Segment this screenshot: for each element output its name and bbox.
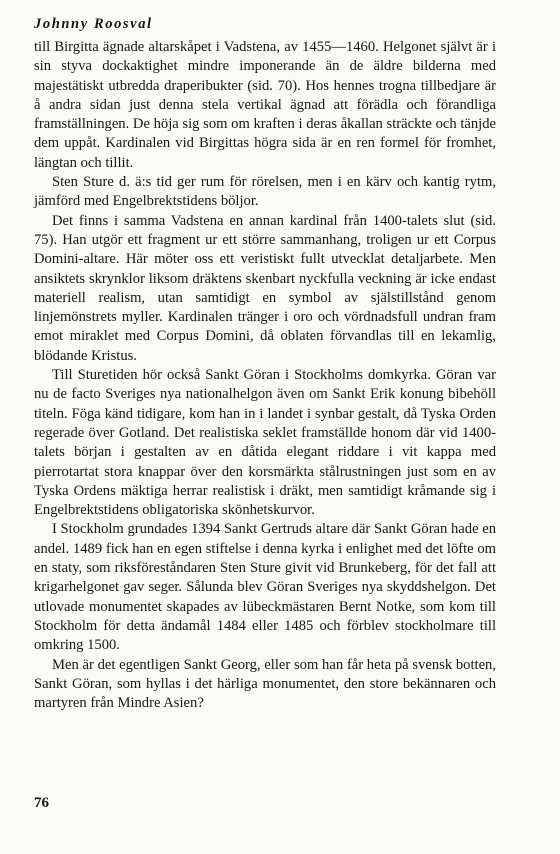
paragraph: I Stockholm grundades 1394 Sankt Gertruds altare där Sankt Göran hade en andel. 1489 fick han en egen stiftelse i denna kyrka i enlighet med det löfte om en staty, som riksföreståndaren Sten Sture givit vid Brunkeberg, för det fall att krigarhelgonet gav seger. Sålunda blev Göran Sveriges nya skyddshelgon. Det utlovade monumentet skapades av lübeckmästaren Bernt Notke, som kom till Stockholm för detta ändamål 1484 eller 1485 och förblev stockholmare till omkring 1500. (34, 521, 496, 654)
paragraph: Men är det egentligen Sankt Georg, eller som han får heta på svensk botten, Sankt Göran, som hyllas i det härliga monumentet, den store bekännaren och martyren från Mindre Asien? (34, 656, 496, 712)
running-head: Johnny Roosval (34, 16, 153, 32)
page-number: 76 (34, 795, 49, 811)
paragraph: Till Sturetiden hör också Sankt Göran i Stockholms domkyrka. Göran var nu de facto Sveriges nya nationalhelgon även om Sankt Erik konung bibehöll titeln. Föga känd tidigare, kom han in i landet i synbar gestalt, då Tyska Orden regerade över Gotland. Det realistiska seklet framställde honom där vid 1400-talets början i gestalten av en dåtida elegant riddare i vit kappa med pierrotartat stora knappar över den korsmärkta stålrustningen just som en av Tyska Ordens mäktiga herrar realistisk i dräkt, men samtidigt kråmande sig i Engelbrektstidens obligatoriska skönhetskurvor. (34, 367, 496, 519)
paragraph: Sten Sture d. ä:s tid ger rum för rörelsen, men i en kärv och kantig rytm, jämförd med Engelbrektstidens böljor. (34, 174, 496, 210)
body-text (34, 38, 496, 713)
paragraph: till Birgitta ägnade altarskåpet i Vadstena, av 1455—1460. Helgonet självt är i sin styva dockaktighet mindre imponerande än de äldre bilderna med majestätiskt utbredda draperibukter (sid. 70). Hos hennes trogna tillbedjare är å andra sidan just denna stela vertikal ägnad att förädla och förandliga framställningen. De höja sig som om kraften i deras åkallan sträckte och tänjde dem uppåt. Kardinalen vid Birgittas högra sida är en ren formel för fromhet, längtan och tillit. (34, 39, 496, 171)
paragraph: Det finns i samma Vadstena en annan kardinal från 1400-talets slut (sid. 75). Han utgör ett fragment ur ett större sammanhang, troligen ur ett Corpus Domini-altare. Här möter oss ett veristiskt fullt utvecklat detaljarbete. Men ansiktets skrynklor liksom dräktens skenbart nyckfulla veckning är icke endast materiell realism, utan samtidigt en symbol av själstillstånd genom linjemönstrets myller. Kardinalen tränger i oro och vördnadsfull undran fram emot miraklet med Corpus Domini, då oblaten förvandlas till en lekamlig, blödande Kristus. (34, 212, 496, 364)
